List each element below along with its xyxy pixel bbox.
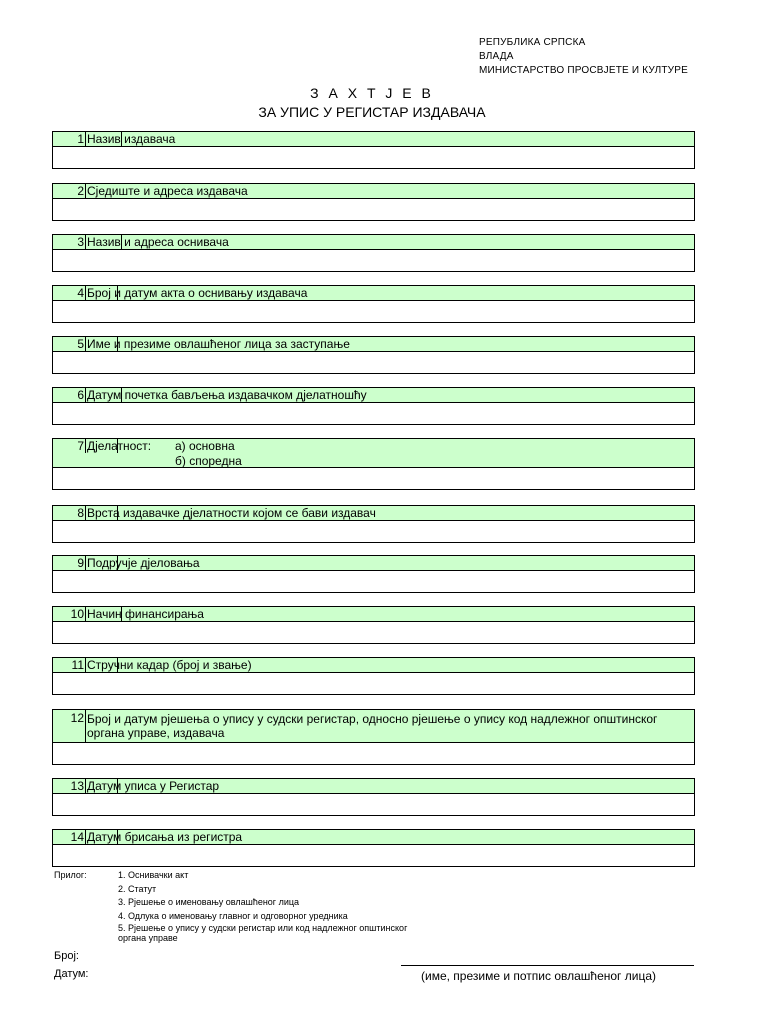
field-answer-box[interactable] — [52, 571, 695, 593]
form-field-10 — [52, 606, 695, 644]
field-label-row — [52, 606, 695, 622]
cell-divider — [85, 830, 86, 844]
field-answer-box[interactable] — [52, 468, 695, 490]
field-number: 6 — [77, 388, 84, 402]
field-label-row — [52, 829, 695, 845]
cell-divider — [85, 235, 86, 249]
header-line-government: ВЛАДА — [479, 51, 514, 62]
document-subtitle: ЗА УПИС У РЕГИСТАР ИЗДАВАЧА — [258, 104, 486, 120]
field-label: Назив и адреса оснивача — [87, 235, 229, 249]
signature-caption: (име, презиме и потпис овлашћеног лица) — [421, 969, 656, 983]
form-field-4 — [52, 285, 695, 323]
field-number: 13 — [70, 779, 84, 793]
form-field-9 — [52, 555, 695, 593]
attachment-item: 5. Рјешење о упису у судски регистар или код надлежног општинског органа управе — [118, 923, 408, 943]
field-answer-box[interactable] — [52, 622, 695, 644]
cell-divider — [85, 658, 86, 672]
field-label-row — [52, 438, 695, 468]
field-number: 3 — [77, 235, 84, 249]
field-label: Број и датум акта о оснивању издавача — [87, 286, 308, 300]
field-label: Дјелатност: — [87, 439, 152, 453]
field-answer-box[interactable] — [52, 673, 695, 695]
field-number: 9 — [77, 556, 84, 570]
attachment-item: 2. Статут — [118, 883, 157, 894]
attachment-item: 1. Оснивачки акт — [118, 870, 189, 880]
field-label: Датум почетка бављења издавачком дјелатношћу — [87, 388, 367, 402]
cell-divider — [85, 607, 86, 621]
cell-divider — [85, 556, 86, 570]
field-number: 12 — [70, 711, 84, 725]
field-answer-box[interactable] — [52, 521, 695, 543]
form-field-12 — [52, 709, 695, 765]
form-field-11 — [52, 657, 695, 695]
field-number: 1 — [77, 132, 84, 146]
field-answer-box[interactable] — [52, 147, 695, 169]
issuer-header — [479, 36, 688, 78]
form-field-14 — [52, 829, 695, 867]
field-number: 4 — [77, 286, 84, 300]
field-label-row — [52, 336, 695, 352]
field-label: Подручје дјеловања — [87, 556, 200, 570]
activity-option-primary: а) основна — [175, 439, 235, 453]
field-label-row — [52, 131, 695, 147]
field-label: Датум брисања из регистра — [87, 830, 243, 844]
form-field-13 — [52, 778, 695, 816]
field-label: Начин финансирања — [87, 607, 204, 621]
cell-divider — [85, 439, 86, 453]
attachment-item: 4. Одлука о именовању главног и одговорног уредника — [118, 910, 348, 921]
form-field-8 — [52, 505, 695, 543]
document-title: З А Х Т Ј Е В — [310, 85, 434, 101]
cell-divider — [85, 286, 86, 300]
form-field-1 — [52, 131, 695, 169]
field-label-row — [52, 555, 695, 571]
field-label: Број и датум рјешења о упису у судски регистар, односно рјешење о упису код надлежног општинског органа управе, издавача — [87, 712, 658, 740]
header-line-ministry: МИНИСТАРСТВО ПРОСВЈЕТЕ И КУЛТУРЕ — [479, 65, 688, 76]
number-label: Број: — [54, 950, 79, 962]
field-answer-box[interactable] — [52, 250, 695, 272]
field-label-row — [52, 657, 695, 673]
form-field-3 — [52, 234, 695, 272]
field-label-row — [52, 234, 695, 250]
field-answer-box[interactable] — [52, 352, 695, 374]
field-label-row — [52, 709, 695, 743]
field-answer-box[interactable] — [52, 845, 695, 867]
cell-divider — [85, 710, 86, 742]
cell-divider — [85, 779, 86, 793]
field-label-row — [52, 285, 695, 301]
attachments-list — [118, 869, 418, 943]
field-label-row — [52, 505, 695, 521]
field-answer-box[interactable] — [52, 743, 695, 765]
field-label: Врста издавачке дјелатности којом се бави издавач — [87, 506, 376, 520]
date-label: Датум: — [54, 968, 89, 980]
field-number: 2 — [77, 184, 84, 198]
field-label: Стручни кадар (број и звање) — [87, 658, 252, 672]
field-label: Датум уписа у Регистар — [87, 779, 220, 793]
field-label-row — [52, 778, 695, 794]
cell-divider — [85, 506, 86, 520]
field-answer-box[interactable] — [52, 794, 695, 816]
field-label: Сједиште и адреса издавача — [87, 184, 248, 198]
cell-divider — [85, 132, 86, 146]
field-label: Назив издавача — [87, 132, 176, 146]
field-label-row — [52, 183, 695, 199]
field-answer-box[interactable] — [52, 301, 695, 323]
field-number: 7 — [77, 439, 84, 453]
field-number: 10 — [70, 607, 84, 621]
field-answer-box[interactable] — [52, 199, 695, 221]
signature-line[interactable] — [401, 965, 694, 966]
field-number: 5 — [77, 337, 84, 351]
form-field-5 — [52, 336, 695, 374]
attachment-item: 3. Рјешење о именовању овлашћеног лица — [118, 897, 300, 907]
form-field-7 — [52, 438, 695, 490]
field-answer-box[interactable] — [52, 403, 695, 425]
cell-divider — [85, 184, 86, 198]
cell-divider — [85, 337, 86, 351]
field-number: 14 — [70, 830, 84, 844]
field-number: 8 — [77, 506, 84, 520]
cell-divider — [85, 388, 86, 402]
activity-option-secondary: б) споредна — [175, 454, 242, 468]
form-field-2 — [52, 183, 695, 221]
header-line-republic: РЕПУБЛИКА СРПСКА — [479, 37, 586, 48]
form-field-6 — [52, 387, 695, 425]
attachments-label: Прилог: — [54, 870, 87, 880]
field-number: 11 — [71, 658, 84, 672]
field-label: Име и презиме овлашћеног лица за заступање — [87, 337, 350, 351]
field-label-row — [52, 387, 695, 403]
